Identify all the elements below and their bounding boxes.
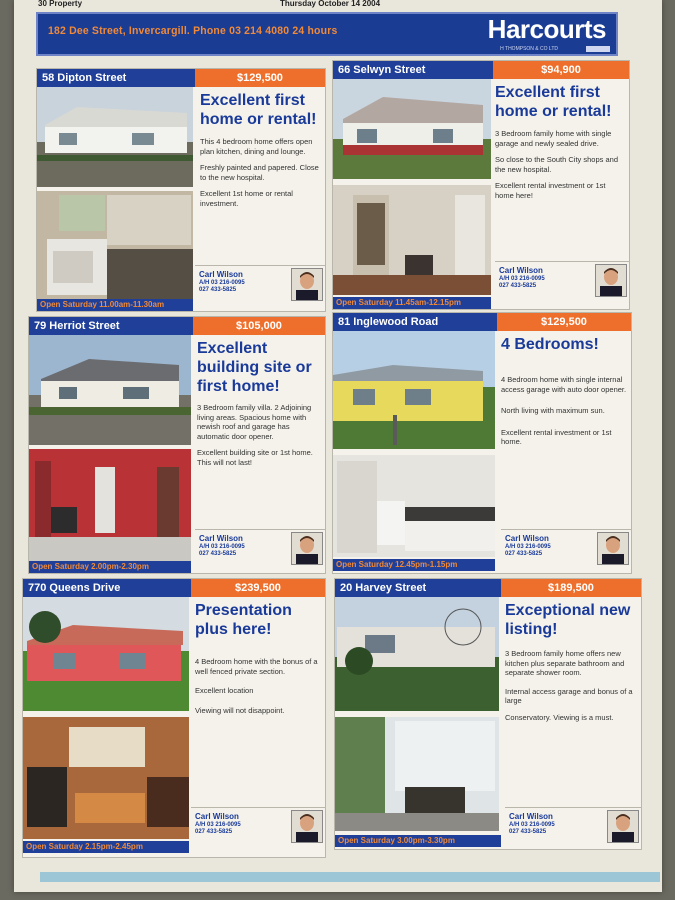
listing-price: $94,900 (493, 61, 629, 79)
kitchen-interior-photo (37, 191, 193, 301)
listing-address: 770 Queens Drive (23, 579, 191, 597)
house-exterior-photo (29, 335, 191, 445)
kitchen-interior-photo (23, 717, 189, 839)
listing-description (501, 375, 627, 454)
agent-contact (501, 529, 631, 565)
agent-contact (195, 265, 325, 301)
agent-contact (191, 807, 325, 843)
house-exterior-photo (23, 597, 189, 711)
open-home-times: Open Saturday 11.45am-12.15pm (333, 297, 491, 309)
listing-card (36, 68, 326, 312)
agent-contact (495, 261, 629, 297)
section-label: 30 Property (38, 0, 83, 8)
living-room-interior-photo (333, 185, 491, 295)
description-paragraph: Excellent rental investment or 1st home here! (495, 181, 606, 200)
description-paragraph: 3 Bedroom family villa. 2 Adjoining living areas. Spacious home with newish roof and garage has automatic door opener. (197, 403, 312, 441)
listing-price: $129,500 (497, 313, 631, 331)
listing-price: $105,000 (193, 317, 325, 335)
agent-contact (505, 807, 641, 843)
brand-subline: H THOMPSON & CO LTD (500, 46, 558, 52)
open-home-times: Open Saturday 3.00pm-3.30pm (335, 835, 501, 847)
description-paragraph: Viewing will not disappoint. (195, 705, 285, 715)
house-exterior-photo (37, 87, 193, 187)
listing-address: 58 Dipton Street (37, 69, 195, 87)
listing-headline: Exceptional new listing! (505, 602, 631, 638)
agent-name: Carl Wilson (509, 812, 553, 821)
listing-description (195, 657, 321, 722)
open-home-times: Open Saturday 2.00pm-2.30pm (29, 561, 191, 573)
description-paragraph: Excellent building site or 1st home. This will not last! (197, 448, 313, 467)
brand-stamp (586, 46, 610, 52)
house-exterior-photo (333, 79, 491, 179)
agent-mobile-phone: 027 433-5825 (195, 829, 233, 835)
listing-card (332, 60, 630, 310)
listing-price: $239,500 (191, 579, 325, 597)
kitchen-interior-photo (333, 455, 495, 557)
open-home-times: Open Saturday 12.45pm-1.15pm (333, 559, 495, 571)
listing-address: 79 Herriot Street (29, 317, 193, 335)
listing-headline: Excellent building site or first home! (197, 340, 312, 395)
description-paragraph: Freshly painted and papered. Close to the new hospital. (200, 163, 319, 182)
agent-mobile-phone: 027 433-5825 (505, 551, 543, 557)
listing-card (332, 312, 632, 574)
agent-portrait (291, 532, 323, 565)
open-home-times: Open Saturday 11.00am-11.30am (37, 299, 193, 311)
agent-after-hours-phone: A/H 03 216-0095 (505, 544, 551, 550)
description-paragraph: Excellent 1st home or rental investment. (200, 189, 293, 208)
agent-name: Carl Wilson (505, 534, 549, 543)
description-paragraph: Conservatory. Viewing is a must. (505, 712, 614, 722)
agent-after-hours-phone: A/H 03 216-0095 (499, 276, 545, 282)
listing-card (28, 316, 326, 574)
agent-after-hours-phone: A/H 03 216-0095 (199, 280, 245, 286)
description-paragraph: 3 Bedroom family home offers new kitchen plus separate bathroom and separate shower room. (505, 649, 625, 677)
agency-address: 182 Dee Street, Invercargill. Phone 03 214 4080 24 hours (48, 25, 338, 37)
listing-address: 81 Inglewood Road (333, 313, 497, 331)
description-paragraph: So close to the South City shops and the new hospital. (495, 155, 618, 174)
harcourts-logo: Harcourts (487, 14, 606, 44)
page-topline (30, 0, 650, 10)
agent-after-hours-phone: A/H 03 216-0095 (199, 544, 245, 550)
listing-address: 66 Selwyn Street (333, 61, 493, 79)
listing-price: $129,500 (195, 69, 325, 87)
description-paragraph: Excellent location (195, 686, 254, 695)
listing-card (22, 578, 326, 858)
agent-mobile-phone: 027 433-5825 (509, 829, 547, 835)
agent-portrait (291, 810, 323, 843)
agency-header (36, 12, 618, 56)
agent-mobile-phone: 027 433-5825 (199, 551, 237, 557)
listing-headline: Excellent first home or rental! (200, 92, 317, 128)
agent-portrait (595, 264, 627, 297)
description-paragraph: North living with maximum sun. (501, 406, 605, 415)
listing-description (505, 649, 637, 729)
agent-portrait (597, 532, 629, 565)
description-paragraph: 3 Bedroom family home with single garage and newly sealed drive. (495, 129, 612, 148)
agent-name: Carl Wilson (199, 534, 243, 543)
listing-description (495, 129, 623, 207)
house-exterior-photo (333, 331, 495, 449)
listing-headline: Presentation plus here! (195, 602, 292, 638)
open-home-times: Open Saturday 2.15pm-2.45pm (23, 841, 189, 853)
description-paragraph: Excellent rental investment or 1st home. (501, 427, 612, 446)
description-paragraph: 4 Bedroom home with single internal access garage with auto door opener. (501, 375, 627, 394)
listing-price: $189,500 (501, 579, 641, 597)
listing-address: 20 Harvey Street (335, 579, 501, 597)
issue-date: Thursday October 14 2004 (280, 0, 381, 8)
living-room-interior-photo (29, 449, 191, 561)
agent-portrait (607, 810, 639, 843)
listing-headline: 4 Bedrooms! (501, 336, 599, 353)
description-paragraph: 4 Bedroom home with the bonus of a well fenced private section. (195, 657, 318, 676)
conservatory-interior-photo (335, 717, 499, 831)
listing-description (197, 403, 321, 474)
description-paragraph: Internal access garage and bonus of a large (505, 686, 633, 705)
agent-after-hours-phone: A/H 03 216-0095 (195, 822, 241, 828)
description-paragraph: This 4 bedroom home offers open plan kitchen, dining and lounge. (200, 137, 313, 156)
agent-contact (195, 529, 325, 565)
listing-description (200, 137, 322, 215)
agent-portrait (291, 268, 323, 301)
agent-name: Carl Wilson (199, 270, 243, 279)
agent-mobile-phone: 027 433-5825 (499, 283, 537, 289)
listing-headline: Excellent first home or rental! (495, 84, 612, 120)
listing-card (334, 578, 642, 850)
agent-after-hours-phone: A/H 03 216-0095 (509, 822, 555, 828)
house-exterior-photo (335, 597, 499, 711)
agent-name: Carl Wilson (195, 812, 239, 821)
page-bottom-strip (40, 872, 660, 882)
agent-mobile-phone: 027 433-5825 (199, 287, 237, 293)
agent-name: Carl Wilson (499, 266, 543, 275)
